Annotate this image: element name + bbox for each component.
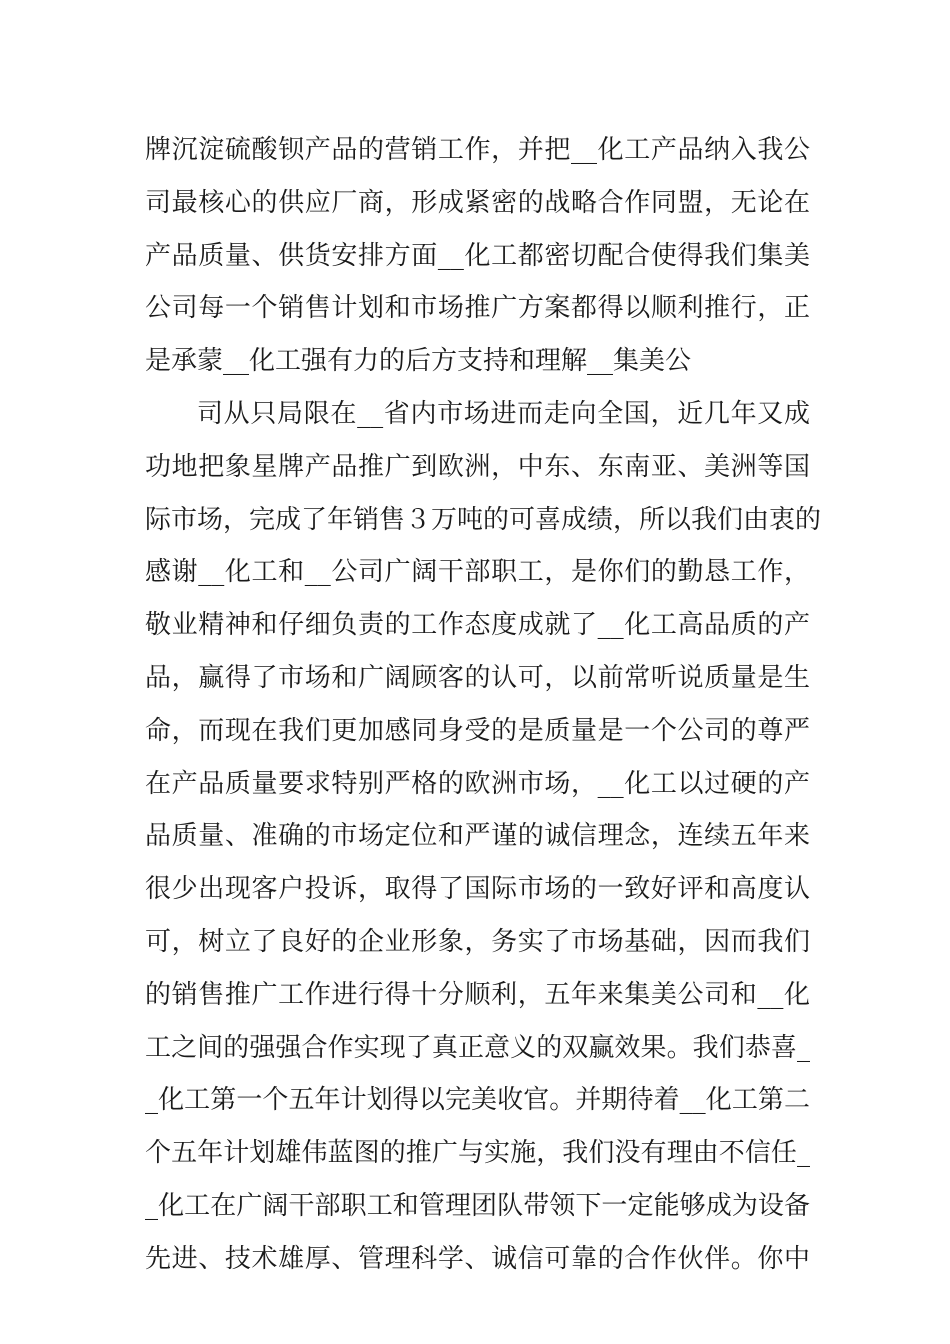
paragraph-1 (145, 124, 810, 388)
text-line: 很少出现客户投诉，取得了国际市场的一致好评和高度认 (145, 874, 810, 905)
text-line: 是承蒙__化工强有力的后方支持和理解__集美公 (145, 346, 692, 377)
text-line: 际市场，完成了年销售３万吨的可喜成绩，所以我们由衷的 (145, 504, 822, 535)
text-line: 司从只局限在__省内市场进而走向全国，近几年又成 (197, 398, 810, 429)
text-line: 品质量、准确的市场定位和严谨的诚信理念，连续五年来 (145, 821, 810, 852)
text-line: 牌沉淀硫酸钡产品的营销工作，并把__化工产品纳入我公 (145, 135, 810, 165)
text-line: 工之间的强强合作实现了真正意义的双赢效果。我们恭喜_ (145, 1032, 810, 1063)
text-line: 感谢__化工和__公司广阔干部职工，是你们的勤恳工作， (145, 557, 810, 588)
text-line: 可，树立了良好的企业形象，务实了市场基础，因而我们 (145, 926, 810, 957)
text-line: 公司每一个销售计划和市场推广方案都得以顺利推行，正 (145, 293, 810, 324)
text-line: 先进、技术雄厚、管理科学、诚信可靠的合作伙伴。你中 (145, 1243, 810, 1274)
text-line: 敬业精神和仔细负责的工作态度成就了__化工高品质的产 (145, 610, 810, 641)
text-line: 产品质量、供货安排方面__化工都密切配合使得我们集美 (145, 240, 810, 271)
text-line: 个五年计划雄伟蓝图的推广与实施，我们没有理由不信任_ (145, 1138, 810, 1169)
document-body (145, 124, 822, 1286)
text-line: 的销售推广工作进行得十分顺利，五年来集美公司和__化 (145, 979, 810, 1010)
text-line: 品，赢得了市场和广阔顾客的认可，以前常听说质量是生 (145, 662, 810, 693)
text-line: 司最核心的供应厂商，形成紧密的战略合作同盟，无论在 (145, 187, 810, 218)
text-line: 功地把象星牌产品推广到欧洲，中东、东南亚、美洲等国 (145, 451, 810, 482)
paragraph-2 (145, 388, 822, 1286)
text-line: _化工在广阔干部职工和管理团队带领下一定能够成为设备 (145, 1190, 810, 1221)
text-line: _化工第一个五年计划得以完美收官。并期待着__化工第二 (145, 1085, 810, 1116)
text-line: 命，而现在我们更加感同身受的是质量是一个公司的尊严 (145, 715, 810, 746)
text-line: 在产品质量要求特别严格的欧洲市场，__化工以过硬的产 (145, 768, 810, 799)
